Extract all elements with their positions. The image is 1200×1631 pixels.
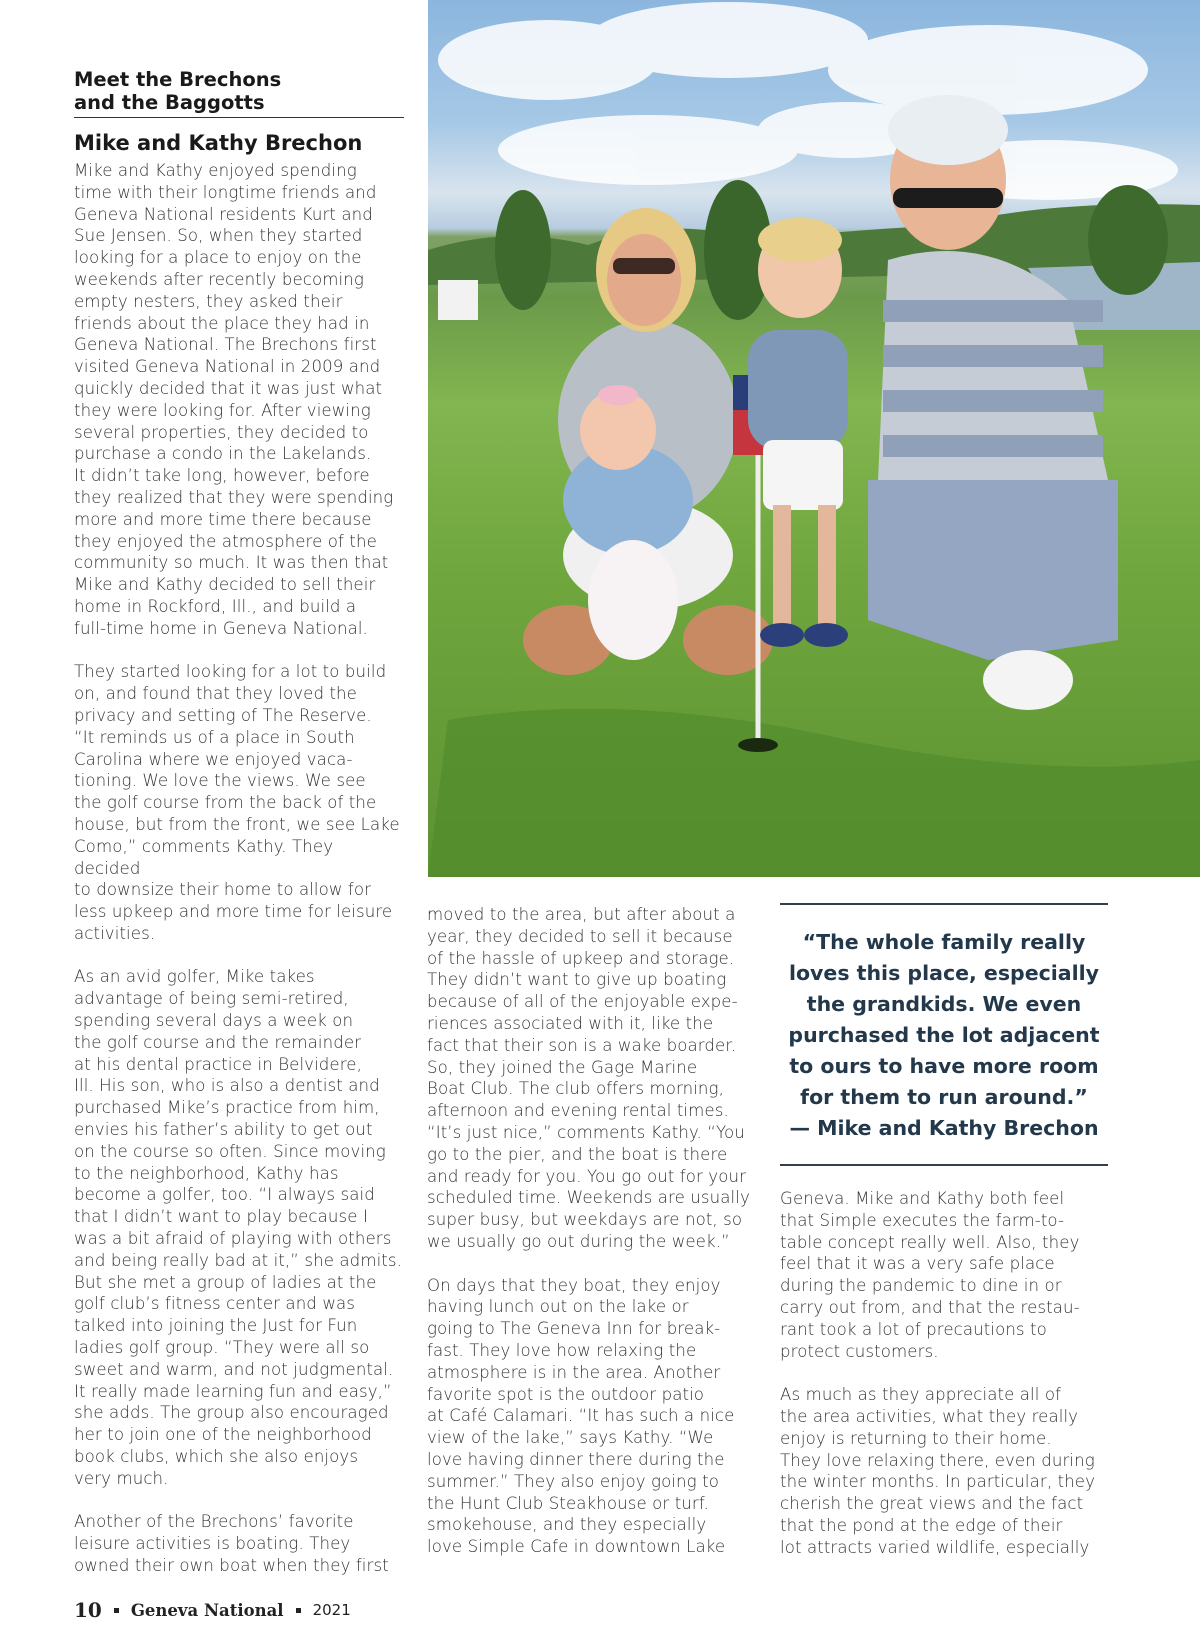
section-title: Meet the Brechons and the Baggotts xyxy=(74,68,404,118)
issue-year: 2021 xyxy=(312,1601,351,1619)
paragraph: On days that they boat, they enjoy having lunch out on the lake or going to The Geneva Inn for break- fast. They love how relaxing the atmosphere is in the area. Another favorite spot is the outdoor patio at Café Calamari. “It has such a nice view of the lake,” says Kathy. “We love having dinner there during the summer.” They also enjoy going to the Hunt Club Steakhouse or turf. smokehouse, and they especially love Simple Cafe in downtown Lake xyxy=(427,1275,735,1557)
clouds xyxy=(438,2,1178,200)
paragraph: As an avid golfer, Mike takes advantage of being semi-retired, spending several days a week on the golf course and the remainder at his dental practice in Belvidere, Ill. His son, who is also a dentist and purchased Mike’s practice from him, envies his father’s ability to get out on the course so often. Since moving to the neighborhood, Kathy has become a golfer, too. “I always said that I didn’t want to play because I was a bit afraid of playing with others and being really bad at it,” she admits. But she met a group of ladies at the golf club’s fitness center and was talked into joining the Just for Fun ladies golf group. “They were all so sweet and warm, and not judgmental. It really made learning fun and easy,” she adds. The group also encouraged her to join one of the neighborhood book clubs, which she also enjoys very much. xyxy=(74,967,403,1488)
family-photo xyxy=(428,0,1200,877)
paragraph: Geneva. Mike and Kathy both feel that Simple executes the farm-to- table concept really well. Also, they feel that it was a very safe place during the pandemic to dine in or carry out from, and that the restau- rant took a lot of precautions to protect customers. xyxy=(780,1189,1080,1361)
paragraph: They started looking for a lot to build on, and found that they loved the privacy and setting of The Reserve. “It reminds us of a place in South Carolina where we enjoyed vaca- tioning. We love the views. We see the golf course from the back of the house, but from the front, we see Lake Como,” comments Kathy. They decided to downsize their home to allow for less upkeep and more time for leisure activities. xyxy=(74,662,400,943)
subhead: Mike and Kathy Brechon xyxy=(74,131,363,155)
paragraph: As much as they appreciate all of the area activities, what they really enjoy is returning to their home. They love relaxing there, even during the winter months. In particular, they cherish the great views and the fact that the pond at the edge of their lot attracts varied wildlife, especially xyxy=(780,1385,1096,1557)
publication-name: Geneva National xyxy=(130,1600,284,1620)
paragraph: moved to the area, but after about a year, they decided to sell it because of the hassle of upkeep and storage. They didn’t want to give up boating because of all of the enjoyable expe- riences associated with it, like the fact that their son is a wake boarder. So, they joined the Gage Marine Boat Club. The club offers morning, afternoon and evening rental times. “It’s just nice,” comments Kathy. “You go to the pier, and the boat is there and ready for you. You go out for your scheduled time. Weekends are usually super busy, but weekdays are not, so we usually go out during the week.” xyxy=(427,905,750,1251)
bullet-separator xyxy=(114,1608,119,1613)
article-column-3 xyxy=(780,1188,1110,1559)
lawn-chair xyxy=(438,280,478,320)
boy-figure xyxy=(748,218,848,647)
family-photo-illustration xyxy=(428,0,1200,877)
page-footer xyxy=(74,1598,351,1622)
article-column-2 xyxy=(427,904,757,1558)
page-number: 10 xyxy=(74,1598,102,1622)
pull-quote xyxy=(780,903,1108,1166)
shadow xyxy=(428,709,1200,877)
paragraph: Another of the Brechons’ favorite leisure activities is boating. They owned their own boat when they first xyxy=(74,1512,389,1575)
bullet-separator xyxy=(296,1608,301,1613)
pull-quote-text: “The whole family really loves this place, especially the grandkids. We even purchased the lot adjacent to ours to have more room for them to run around.” xyxy=(788,930,1100,1109)
pull-quote-attribution: — Mike and Kathy Brechon xyxy=(789,1116,1099,1140)
paragraph: Mike and Kathy enjoyed spending time with their longtime friends and Geneva National residents Kurt and Sue Jensen. So, when they started looking for a place to enjoy on the weekends after recently becoming empty nesters, they asked their friends about the place they had in Geneva National. The Brechons first visited Geneva National in 2009 and quickly decided that it was just what they were looking for. After viewing several properties, they decided to purchase a condo in the Lakelands. It didn’t take long, however, before they realized that they were spending more and more time there because they enjoyed the atmosphere of the community so much. It was then that Mike and Kathy decided to sell their home in Rockford, Ill., and build a full-time home in Geneva National. xyxy=(74,161,394,638)
header-block xyxy=(74,68,404,156)
article-column-1 xyxy=(74,160,404,1577)
